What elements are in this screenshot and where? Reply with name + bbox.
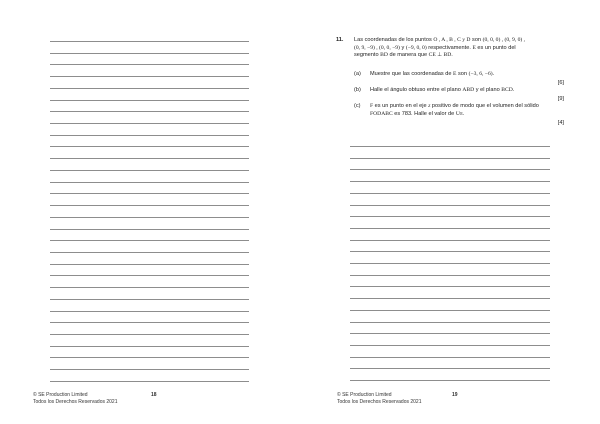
mark-a: [6] bbox=[557, 80, 564, 86]
answer-line bbox=[350, 205, 550, 206]
answer-line bbox=[350, 228, 550, 229]
answer-line bbox=[50, 146, 249, 147]
answer-line bbox=[50, 229, 249, 230]
answer-line bbox=[50, 252, 249, 253]
part-label: (c) bbox=[354, 103, 361, 109]
answer-lines bbox=[50, 41, 249, 383]
answer-line bbox=[350, 310, 550, 311]
mark-b: [9] bbox=[557, 96, 564, 102]
copyright-text: © SE Production Limited bbox=[33, 392, 88, 398]
answer-line bbox=[350, 169, 550, 170]
answer-line bbox=[350, 380, 550, 381]
answer-line bbox=[350, 216, 550, 217]
page-number: 19 bbox=[452, 392, 458, 398]
answer-line bbox=[50, 311, 249, 312]
answer-line bbox=[350, 345, 550, 346]
page-number: 18 bbox=[151, 392, 157, 398]
copyright-text: © SE Production Limited bbox=[337, 392, 392, 398]
answer-line bbox=[350, 251, 550, 252]
answer-line bbox=[350, 193, 550, 194]
answer-line bbox=[50, 334, 249, 335]
page-footer bbox=[33, 392, 173, 406]
part-text: F es un punto en el eje z positivo de modo que el volumen del sólido FODABC es 783. Halle el valor de Uπ. bbox=[370, 103, 539, 117]
answer-line bbox=[350, 322, 550, 323]
answer-line bbox=[50, 275, 249, 276]
answer-line bbox=[50, 100, 249, 101]
right-page bbox=[300, 0, 600, 424]
answer-line bbox=[50, 264, 249, 265]
answer-line bbox=[50, 135, 249, 136]
answer-line bbox=[50, 123, 249, 124]
answer-line bbox=[50, 111, 249, 112]
answer-line bbox=[50, 240, 249, 241]
answer-line bbox=[50, 170, 249, 171]
answer-line bbox=[50, 41, 249, 42]
answer-line bbox=[50, 357, 249, 358]
answer-line bbox=[50, 381, 249, 382]
answer-line bbox=[350, 286, 550, 287]
answer-line bbox=[50, 205, 249, 206]
answer-line bbox=[50, 369, 249, 370]
answer-line bbox=[50, 182, 249, 183]
answer-line bbox=[50, 299, 249, 300]
answer-line bbox=[50, 158, 249, 159]
answer-line bbox=[50, 217, 249, 218]
answer-line bbox=[50, 76, 249, 77]
answer-line bbox=[50, 346, 249, 347]
answer-line bbox=[350, 275, 550, 276]
answer-line bbox=[50, 322, 249, 323]
question-stem: Las coordenadas de los puntos O , A , B , C y D son (0, 0, 0) , (0, 9, 0) , (0, 9, −9) , (0, 0, −9) y (−9, 0, 0) respectivamente. E es un punto del segmento BD de manera que CE ⊥ BD. bbox=[354, 37, 526, 59]
answer-line bbox=[350, 298, 550, 299]
question-number: 11. bbox=[336, 37, 344, 43]
answer-line bbox=[350, 181, 550, 182]
answer-line bbox=[350, 240, 550, 241]
question-11 bbox=[336, 37, 586, 67]
part-label: (a) bbox=[354, 71, 361, 77]
part-b bbox=[354, 87, 564, 97]
page-footer bbox=[337, 392, 477, 406]
part-a bbox=[354, 71, 564, 81]
answer-line bbox=[350, 146, 550, 147]
part-label: (b) bbox=[354, 87, 361, 93]
answer-line bbox=[350, 357, 550, 358]
answer-line bbox=[350, 158, 550, 159]
part-text: Halle el ángulo obtuso entre el plano ABD y el plano BCD. bbox=[370, 87, 515, 93]
answer-line bbox=[50, 88, 249, 89]
answer-line bbox=[50, 64, 249, 65]
answer-lines bbox=[350, 146, 550, 382]
rights-text: Todos los Derechos Reservados 2021 bbox=[337, 399, 422, 405]
answer-line bbox=[350, 368, 550, 369]
answer-line bbox=[50, 287, 249, 288]
answer-line bbox=[50, 53, 249, 54]
rights-text: Todos los Derechos Reservados 2021 bbox=[33, 399, 118, 405]
answer-line bbox=[50, 193, 249, 194]
answer-line bbox=[350, 333, 550, 334]
part-c bbox=[354, 103, 564, 121]
mark-c: [4] bbox=[557, 120, 564, 126]
part-text: Muestre que las coordenadas de E son (−3, 6, −6). bbox=[370, 71, 495, 77]
answer-line bbox=[350, 263, 550, 264]
